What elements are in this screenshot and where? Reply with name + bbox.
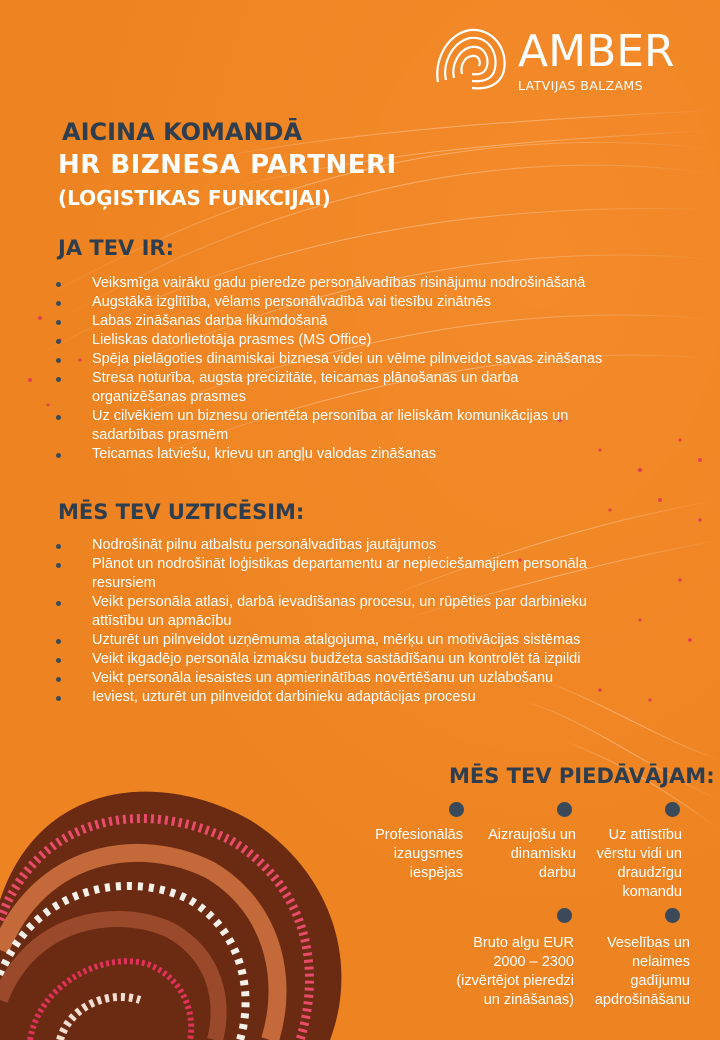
brand-name: AMBER <box>518 26 675 77</box>
brand-subtitle: LATVIJAS BALZAMS <box>518 78 643 93</box>
list-item: Labas zināšanas darba likumdošanā <box>56 312 616 331</box>
job-title: HR BIZNESA PARTNERI <box>58 150 397 180</box>
list-item: Veiksmīga vairāku gadu pieredze personālvadības risinājumu nodrošināšanā <box>56 274 616 293</box>
list-item: Augstākā izglītība, vēlams personālvadībā vai tiesību zinātnēs <box>56 293 616 312</box>
offer-item: Profesionālās izaugsmes iespējas <box>375 827 463 881</box>
list-item: Nodrošināt pilnu atbalstu personālvadības jautājumos <box>56 536 616 555</box>
offer-bullet-icon <box>557 908 572 923</box>
list-item: Veikt personāla atlasi, darbā ievadīšanas procesu, un rūpēties par darbinieku attīstību un apmācību <box>56 593 616 631</box>
requirements-heading: JA TEV IR: <box>58 236 174 260</box>
light-streaks <box>30 110 720 830</box>
amber-swirl-icon <box>432 26 510 92</box>
offer-item: Aizraujošu un dinamisku darbu <box>488 827 576 881</box>
list-item: Stresa noturība, augsta precizitāte, teicamas plānošanas un darba organizēšanas prasmes <box>56 369 616 407</box>
list-item: Plānot un nodrošināt loģistikas departamentu ar nepieciešamajiem personāla resursiem <box>56 555 616 593</box>
list-item: Ieviest, uzturēt un pilnveidot darbinieku adaptācijas procesu <box>56 688 616 707</box>
amber-logo <box>432 26 675 96</box>
list-item: Spēja pielāgoties dinamiskai biznesa videi un vēlme pilnveidot savas zināšanas <box>56 350 616 369</box>
offers-heading: MĒS TEV PIEDĀVĀJAM: <box>449 764 715 788</box>
list-item: Veikt ikgadējo personāla izmaksu budžeta sastādīšanu un kontrolēt tā izpildi <box>56 650 616 669</box>
job-subtitle: (LOĢISTIKAS FUNKCIJAI) <box>58 186 331 210</box>
offer-bullet-icon <box>665 908 680 923</box>
header-line-1: AICINA KOMANDĀ <box>62 118 303 146</box>
offer-item: Uz attīstību vērstu vidi un draudzīgu komandu <box>596 827 682 900</box>
duties-heading: MĒS TEV UZTICĒSIM: <box>58 500 305 524</box>
list-item: Lieliskas datorlietotāja prasmes (MS Office) <box>56 331 616 350</box>
offer-bullet-icon <box>665 802 680 817</box>
offer-item: Veselības un nelaimes gadījumu apdrošināšanu <box>594 935 690 1008</box>
offer-item: Bruto algu EUR 2000 – 2300 (izvērtējot pieredzi un zināšanas) <box>456 935 574 1008</box>
waves-artwork <box>0 792 341 1040</box>
offer-bullet-icon <box>449 802 464 817</box>
list-item: Uz cilvēkiem un biznesu orientēta personība ar lieliskām komunikācijas un sadarbības prasmēm <box>56 407 616 445</box>
list-item: Teicamas latviešu, krievu un angļu valodas zināšanas <box>56 445 616 464</box>
requirements-list <box>56 274 616 464</box>
list-item: Uzturēt un pilnveidot uzņēmuma atalgojuma, mērķu un motivācijas sistēmas <box>56 631 616 650</box>
offer-bullet-icon <box>557 802 572 817</box>
duties-list <box>56 536 616 707</box>
list-item: Veikt personāla iesaistes un apmierinātības novērtēšanu un uzlabošanu <box>56 669 616 688</box>
